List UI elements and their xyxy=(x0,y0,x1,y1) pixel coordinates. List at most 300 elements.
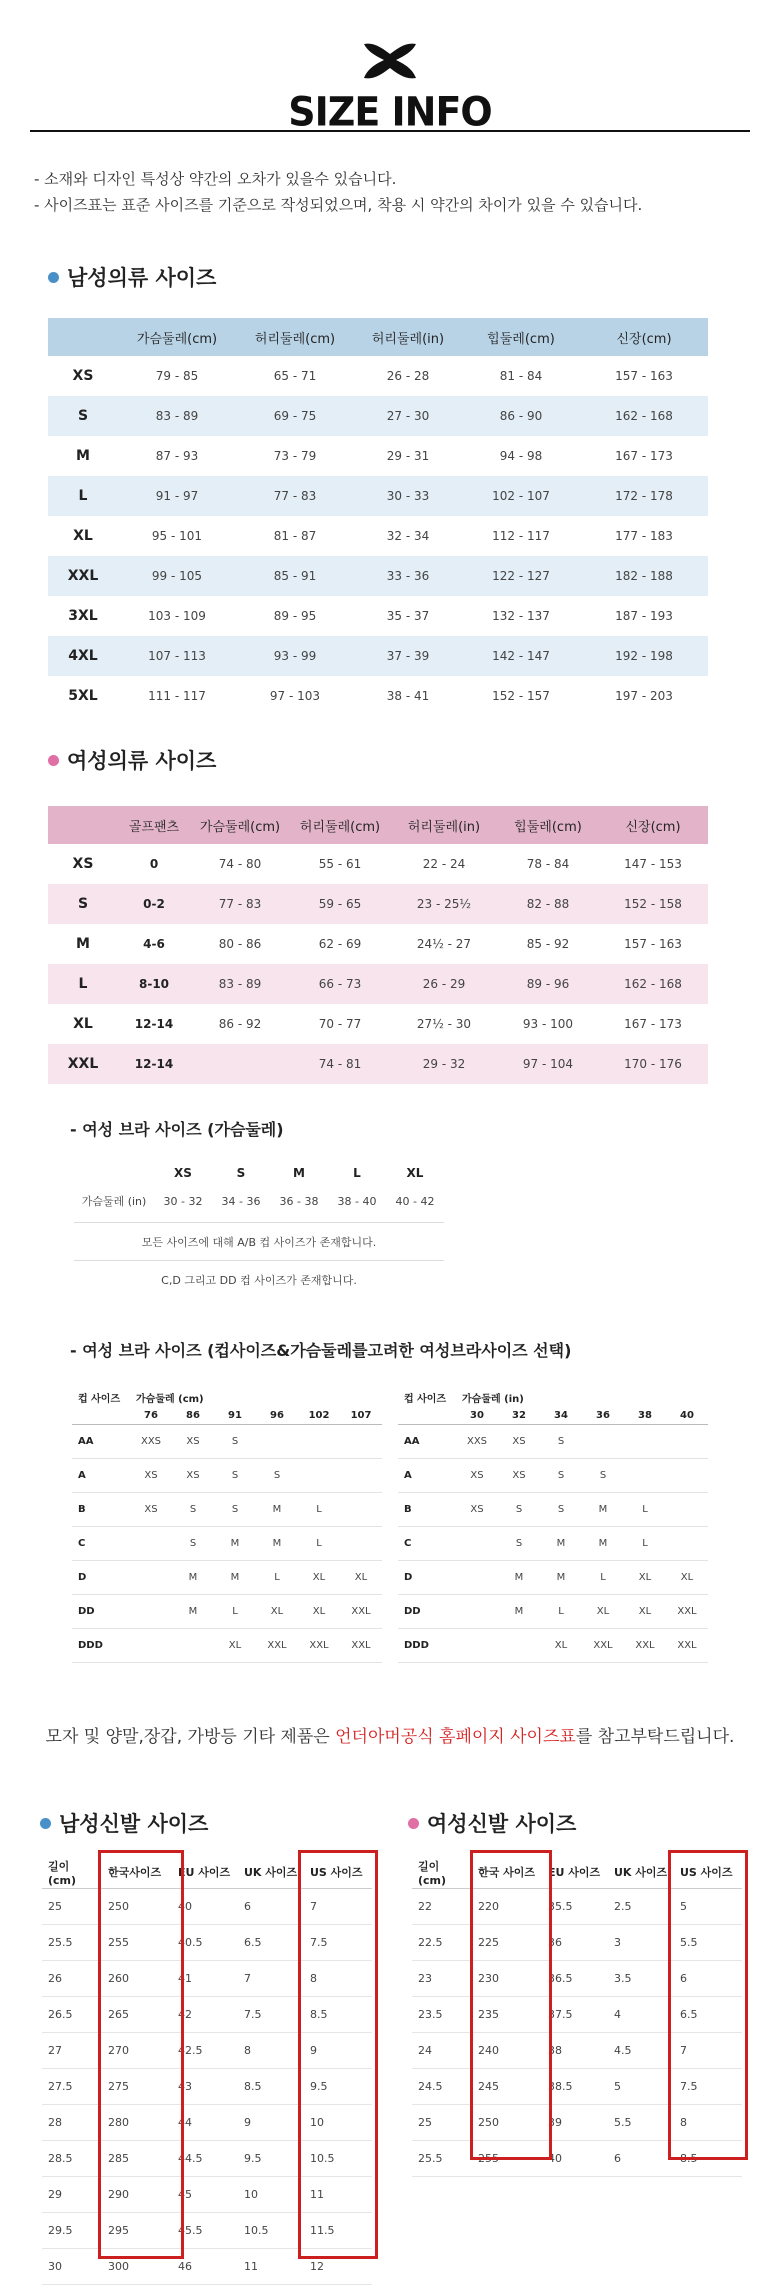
column-header: 길이 (cm) xyxy=(42,1856,102,1889)
table-cell: M xyxy=(214,1561,256,1595)
cup-label: D xyxy=(398,1561,456,1595)
table-cell: 29 - 32 xyxy=(390,1044,498,1084)
table-cell xyxy=(340,1459,382,1493)
table-cell: M xyxy=(498,1595,540,1629)
table-cell xyxy=(666,1425,708,1459)
table-cell: 89 - 95 xyxy=(273,609,317,623)
table-cell: 29 xyxy=(42,2177,102,2213)
table-cell: S xyxy=(256,1459,298,1493)
table-cell: 45 xyxy=(172,2177,238,2213)
table-cell: 23.5 xyxy=(412,1997,472,2033)
men-shoes-heading xyxy=(40,1808,208,1838)
table-cell: 95 - 101 xyxy=(151,529,203,543)
table-cell: XXL xyxy=(340,1595,382,1629)
table-cell: S xyxy=(172,1527,214,1561)
table-cell: 55 - 61 xyxy=(318,857,362,871)
band-value: 91 xyxy=(214,1406,256,1425)
table-row xyxy=(398,1561,708,1595)
table-cell: S xyxy=(214,1493,256,1527)
size-label: 3XL xyxy=(68,608,98,624)
column-header: 허리둘레(cm) xyxy=(236,318,354,356)
size-label: M xyxy=(76,936,90,952)
table-cell: 172 - 178 xyxy=(580,476,708,516)
table-cell: 2.5 xyxy=(608,1889,674,1925)
table-cell xyxy=(456,1561,498,1595)
table-cell: 42.5 xyxy=(172,2033,238,2069)
table-cell: 10.5 xyxy=(238,2213,304,2249)
table-row xyxy=(72,1493,382,1527)
band-value: 34 xyxy=(540,1406,582,1425)
table-cell xyxy=(130,1527,172,1561)
table-cell: 89 - 96 xyxy=(498,964,598,1004)
table-cell: 300 xyxy=(102,2249,172,2285)
table-cell: M xyxy=(498,1561,540,1595)
note-line-2: - 사이즈표는 표준 사이즈를 기준으로 작성되었으며, 착용 시 약간의 차이가 있을 수 있습니다. xyxy=(34,196,643,214)
table-cell: 7 xyxy=(304,1889,372,1925)
table-cell: 46 xyxy=(172,2249,238,2285)
cup-label: AA xyxy=(72,1425,130,1459)
table-row xyxy=(48,844,708,884)
table-cell: 270 xyxy=(102,2033,172,2069)
table-cell: 36 xyxy=(542,1925,608,1961)
table-cell: 38 xyxy=(542,2033,608,2069)
table-cell: 177 - 183 xyxy=(615,529,673,543)
table-cell: 275 xyxy=(102,2069,172,2105)
table-cell: L xyxy=(540,1595,582,1629)
cup-label: C xyxy=(72,1527,130,1561)
table-cell: 83 - 89 xyxy=(118,396,236,436)
band-value: 102 xyxy=(298,1406,340,1425)
band-value: 86 xyxy=(172,1406,214,1425)
table-cell: 93 - 99 xyxy=(236,636,354,676)
table-cell: 26.5 xyxy=(42,1997,102,2033)
table-row xyxy=(48,636,708,676)
table-cell: 152 - 158 xyxy=(598,884,708,924)
table-cell: 295 xyxy=(102,2213,172,2249)
table-cell: 94 - 98 xyxy=(499,449,543,463)
size-label: XL xyxy=(73,1016,93,1032)
table-row xyxy=(398,1459,708,1493)
table-cell: XL xyxy=(298,1595,340,1629)
table-cell: 28.5 xyxy=(42,2141,102,2177)
table-cell xyxy=(130,1561,172,1595)
table-cell: 27 - 30 xyxy=(354,396,462,436)
table-cell: XXL xyxy=(666,1629,708,1663)
table-cell: 8 xyxy=(304,1961,372,1997)
table-cell: 30 xyxy=(42,2249,102,2285)
table-cell: 81 - 84 xyxy=(499,369,543,383)
table-cell: XXS xyxy=(456,1425,498,1459)
table-cell: 62 - 69 xyxy=(318,937,362,951)
band-value: 76 xyxy=(130,1406,172,1425)
table-cell: XL xyxy=(582,1595,624,1629)
table-cell: 37 - 39 xyxy=(354,636,462,676)
table-cell: 187 - 193 xyxy=(615,609,673,623)
table-cell: XS xyxy=(456,1459,498,1493)
bullet-icon xyxy=(408,1818,419,1829)
men-clothing-title: 남성의류 사이즈 xyxy=(67,266,217,290)
cup-size-header: 컵 사이즈 xyxy=(404,1393,447,1405)
table-cell: 7 xyxy=(238,1961,304,1997)
men-clothing-heading xyxy=(48,262,216,292)
table-cell xyxy=(624,1425,666,1459)
table-row xyxy=(48,964,708,1004)
table-cell: M xyxy=(256,1527,298,1561)
table-cell: 8.5 xyxy=(304,1997,372,2033)
table-cell: 97 - 103 xyxy=(269,689,321,703)
cup-size-header: 컵 사이즈 xyxy=(78,1393,121,1405)
table-cell: 86 - 92 xyxy=(218,1017,262,1031)
band-header: 가슴둘레 (cm) xyxy=(136,1393,204,1405)
table-cell: S xyxy=(214,1425,256,1459)
column-header: 신장(cm) xyxy=(580,318,708,356)
table-cell: 107 - 113 xyxy=(118,636,236,676)
table-row xyxy=(48,1004,708,1044)
table-cell: L xyxy=(298,1527,340,1561)
table-cell: 38 - 41 xyxy=(386,689,430,703)
table-cell: M xyxy=(214,1527,256,1561)
table-cell: XXL xyxy=(256,1629,298,1663)
table-cell: 5 xyxy=(674,1889,742,1925)
table-cell: 11 xyxy=(304,2177,372,2213)
table-cell xyxy=(498,1629,540,1663)
table-cell: 80 - 86 xyxy=(218,937,262,951)
table-row xyxy=(72,1629,382,1663)
table-cell: 112 - 117 xyxy=(492,529,550,543)
men-clothing-table xyxy=(48,318,708,716)
table-cell: 6 xyxy=(674,1961,742,1997)
table-row xyxy=(48,884,708,924)
table-cell: XL xyxy=(214,1629,256,1663)
table-cell: 8 xyxy=(238,2033,304,2069)
bra-size-header: M xyxy=(293,1166,305,1180)
column-header: 허리둘레(in) xyxy=(354,318,462,356)
bra-size-header: XS xyxy=(174,1166,192,1180)
table-cell: 35.5 xyxy=(542,1889,608,1925)
table-cell: 0 xyxy=(149,857,159,871)
table-cell: 290 xyxy=(102,2177,172,2213)
table-cell xyxy=(582,1425,624,1459)
table-cell: 197 - 203 xyxy=(615,689,673,703)
table-cell: XXL xyxy=(298,1629,340,1663)
table-cell: 260 xyxy=(102,1961,172,1997)
brand-logo xyxy=(360,40,420,82)
table-cell xyxy=(298,1425,340,1459)
table-cell: 157 - 163 xyxy=(615,369,673,383)
table-cell: 59 - 65 xyxy=(290,884,390,924)
table-cell: M xyxy=(582,1527,624,1561)
table-cell: 83 - 89 xyxy=(190,964,290,1004)
table-cell: 102 - 107 xyxy=(462,476,580,516)
table-cell xyxy=(666,1493,708,1527)
notice-after: 를 참고부탁드립니다. xyxy=(575,1727,735,1747)
table-cell: 36 - 38 xyxy=(279,1194,319,1208)
table-row xyxy=(48,476,708,516)
band-value: 38 xyxy=(624,1406,666,1425)
size-label: XS xyxy=(72,368,94,384)
cup-label: D xyxy=(72,1561,130,1595)
table-cell: 73 - 79 xyxy=(273,449,317,463)
table-row xyxy=(48,556,708,596)
table-cell: 22 - 24 xyxy=(422,857,466,871)
table-cell: 70 - 77 xyxy=(318,1017,362,1031)
table-row xyxy=(48,596,708,636)
cup-label: DD xyxy=(398,1595,456,1629)
bra-cup-table-cm xyxy=(72,1388,382,1663)
table-cell: 40 xyxy=(172,1889,238,1925)
table-cell: L xyxy=(298,1493,340,1527)
table-cell: M xyxy=(540,1527,582,1561)
table-cell: XL xyxy=(256,1595,298,1629)
table-row xyxy=(398,1629,708,1663)
table-cell: 230 xyxy=(472,1961,542,1997)
table-cell: 0-2 xyxy=(118,884,190,924)
table-cell xyxy=(340,1425,382,1459)
women-clothing-heading xyxy=(48,745,216,775)
column-header: 가슴둘레(cm) xyxy=(118,318,236,356)
table-cell: 255 xyxy=(472,2141,542,2177)
bra-cup-table-in xyxy=(398,1388,708,1663)
table-cell: XXL xyxy=(624,1629,666,1663)
table-cell: S xyxy=(540,1425,582,1459)
table-cell: XS xyxy=(456,1493,498,1527)
table-cell: 30 - 33 xyxy=(354,476,462,516)
table-cell: 40 xyxy=(542,2141,608,2177)
table-cell: 8-10 xyxy=(118,964,190,1004)
table-row xyxy=(48,396,708,436)
bullet-icon xyxy=(48,755,59,766)
cup-label: A xyxy=(72,1459,130,1493)
cup-label: DDD xyxy=(72,1629,130,1663)
table-cell: 27½ - 30 xyxy=(416,1017,472,1031)
table-cell: XS xyxy=(172,1425,214,1459)
table-cell: 7.5 xyxy=(304,1925,372,1961)
table-cell: 27.5 xyxy=(42,2069,102,2105)
table-row xyxy=(72,1425,382,1459)
table-cell: 9 xyxy=(304,2033,372,2069)
table-cell: 85 - 91 xyxy=(236,556,354,596)
table-cell: S xyxy=(498,1493,540,1527)
table-row xyxy=(398,1493,708,1527)
table-cell: 147 - 153 xyxy=(624,857,682,871)
table-cell: 41 xyxy=(172,1961,238,1997)
table-cell: 5.5 xyxy=(674,1925,742,1961)
size-label: S xyxy=(48,396,118,436)
column-header: 길이 (cm) xyxy=(412,1856,472,1889)
table-cell: 10 xyxy=(238,2177,304,2213)
table-cell: 12-14 xyxy=(118,1044,190,1084)
size-label: 5XL xyxy=(68,688,98,704)
table-row xyxy=(48,436,708,476)
table-cell: 170 - 176 xyxy=(598,1044,708,1084)
table-cell: XS xyxy=(498,1459,540,1493)
divider xyxy=(74,1260,444,1261)
table-cell: 66 - 73 xyxy=(290,964,390,1004)
table-cell: 26 - 28 xyxy=(386,369,430,383)
table-cell: 132 - 137 xyxy=(492,609,550,623)
table-cell: 99 - 105 xyxy=(118,556,236,596)
table-cell: 157 - 163 xyxy=(624,937,682,951)
table-cell: XXL xyxy=(582,1629,624,1663)
notice-highlight: 언더아머공식 홈페이지 사이즈표 xyxy=(335,1727,576,1747)
table-cell: 86 - 90 xyxy=(462,396,580,436)
table-cell: L xyxy=(256,1561,298,1595)
table-cell: 4 xyxy=(608,1997,674,2033)
table-cell: 10.5 xyxy=(304,2141,372,2177)
table-cell: 12-14 xyxy=(134,1017,174,1031)
size-label: XL xyxy=(73,528,93,544)
table-cell xyxy=(340,1527,382,1561)
table-cell: XXL xyxy=(340,1629,382,1663)
size-label: L xyxy=(48,964,118,1004)
table-cell: 4-6 xyxy=(143,937,165,951)
note-line-1: - 소재와 디자인 특성상 약간의 오차가 있을수 있습니다. xyxy=(34,170,397,188)
table-cell: XL xyxy=(624,1561,666,1595)
table-cell: 38.5 xyxy=(542,2069,608,2105)
women-shoes-heading xyxy=(408,1808,576,1838)
table-cell: 24.5 xyxy=(412,2069,472,2105)
table-cell: 152 - 157 xyxy=(492,689,550,703)
table-cell: 26 xyxy=(42,1961,102,1997)
table-cell xyxy=(298,1459,340,1493)
column-header: 골프팬츠 xyxy=(118,806,190,844)
table-cell: 81 - 87 xyxy=(273,529,317,543)
cup-label: C xyxy=(398,1527,456,1561)
table-cell: 235 xyxy=(472,1997,542,2033)
table-cell: 78 - 84 xyxy=(526,857,570,871)
table-cell: 142 - 147 xyxy=(462,636,580,676)
column-header: US 사이즈 xyxy=(674,1856,742,1889)
table-cell: XS xyxy=(498,1425,540,1459)
title-divider xyxy=(30,130,750,132)
column-header xyxy=(48,318,118,356)
table-cell: 44 xyxy=(172,2105,238,2141)
column-header: 허리둘레(in) xyxy=(390,806,498,844)
table-cell: 5 xyxy=(608,2069,674,2105)
column-header: 신장(cm) xyxy=(598,806,708,844)
cup-label: A xyxy=(398,1459,456,1493)
table-cell xyxy=(666,1459,708,1493)
column-header: 힙둘레(cm) xyxy=(462,318,580,356)
table-cell xyxy=(130,1629,172,1663)
table-cell: 7.5 xyxy=(238,1997,304,2033)
column-header: 힙둘레(cm) xyxy=(498,806,598,844)
size-label: XXL xyxy=(48,556,118,596)
table-cell: 9.5 xyxy=(304,2069,372,2105)
table-cell: 111 - 117 xyxy=(148,689,206,703)
table-cell: XL xyxy=(298,1561,340,1595)
table-cell: 22.5 xyxy=(412,1925,472,1961)
table-cell: 40.5 xyxy=(172,1925,238,1961)
table-cell: 6.5 xyxy=(674,1997,742,2033)
table-cell: 45.5 xyxy=(172,2213,238,2249)
table-cell: XL xyxy=(340,1561,382,1595)
cup-label: DDD xyxy=(398,1629,456,1663)
table-cell: S xyxy=(498,1527,540,1561)
table-cell: XS xyxy=(130,1493,172,1527)
cup-label: B xyxy=(398,1493,456,1527)
table-cell: 91 - 97 xyxy=(118,476,236,516)
table-cell: S xyxy=(540,1493,582,1527)
table-cell: 7.5 xyxy=(674,2069,742,2105)
table-cell: 192 - 198 xyxy=(580,636,708,676)
table-cell xyxy=(172,1629,214,1663)
table-cell xyxy=(624,1459,666,1493)
table-cell: 12 xyxy=(304,2249,372,2285)
table-cell: 220 xyxy=(472,1889,542,1925)
column-header: US 사이즈 xyxy=(304,1856,372,1889)
table-cell: 24 xyxy=(412,2033,472,2069)
table-cell: 22 xyxy=(412,1889,472,1925)
table-cell: 34 - 36 xyxy=(221,1194,261,1208)
column-header: 허리둘레(cm) xyxy=(290,806,390,844)
table-cell: 285 xyxy=(102,2141,172,2177)
table-cell: 10 xyxy=(304,2105,372,2141)
table-cell: 8 xyxy=(674,2105,742,2141)
table-cell: 5.5 xyxy=(608,2105,674,2141)
table-cell: 85 - 92 xyxy=(526,937,570,951)
column-header: UK 사이즈 xyxy=(238,1856,304,1889)
size-label: L xyxy=(48,476,118,516)
table-cell: 39 xyxy=(542,2105,608,2141)
table-cell xyxy=(190,1044,290,1084)
table-cell: 280 xyxy=(102,2105,172,2141)
table-cell: 25.5 xyxy=(412,2141,472,2177)
table-cell: M xyxy=(256,1493,298,1527)
table-cell: 4.5 xyxy=(608,2033,674,2069)
table-cell: 77 - 83 xyxy=(190,884,290,924)
column-header xyxy=(48,806,118,844)
table-cell: S xyxy=(540,1459,582,1493)
table-cell xyxy=(666,1527,708,1561)
bra-note-2: C,D 그리고 DD 컵 사이즈가 존재합니다. xyxy=(161,1274,357,1287)
table-cell: 6.5 xyxy=(238,1925,304,1961)
table-cell: 23 xyxy=(412,1961,472,1997)
table-cell: 9 xyxy=(238,2105,304,2141)
women-shoes-title: 여성신발 사이즈 xyxy=(427,1812,577,1836)
table-header-row xyxy=(48,806,708,844)
table-cell: XL xyxy=(624,1595,666,1629)
bra-size-table xyxy=(74,1159,444,1215)
bra-note-1: 모든 사이즈에 대해 A/B 컵 사이즈가 존재합니다. xyxy=(141,1236,377,1249)
cup-label: DD xyxy=(72,1595,130,1629)
column-header: EU 사이즈 xyxy=(542,1856,608,1889)
table-cell: 103 - 109 xyxy=(148,609,206,623)
divider xyxy=(74,1222,444,1223)
table-cell: 35 - 37 xyxy=(386,609,430,623)
notice-text xyxy=(0,1722,780,1747)
table-cell: XL xyxy=(666,1561,708,1595)
cup-label: AA xyxy=(398,1425,456,1459)
table-cell xyxy=(456,1527,498,1561)
table-cell: XS xyxy=(172,1459,214,1493)
table-cell: 25 xyxy=(42,1889,102,1925)
men-shoes-title: 남성신발 사이즈 xyxy=(59,1812,209,1836)
table-cell: 74 - 81 xyxy=(290,1044,390,1084)
table-cell: 162 - 168 xyxy=(580,396,708,436)
table-cell: 26 - 29 xyxy=(390,964,498,1004)
table-cell: M xyxy=(540,1561,582,1595)
band-value: 96 xyxy=(256,1406,298,1425)
table-cell: 65 - 71 xyxy=(273,369,317,383)
table-cell: 40 - 42 xyxy=(395,1194,435,1208)
table-row xyxy=(398,1595,708,1629)
table-cell: 87 - 93 xyxy=(155,449,199,463)
table-row xyxy=(72,1459,382,1493)
size-label: XS xyxy=(72,856,94,872)
table-row xyxy=(48,676,708,716)
table-cell: M xyxy=(172,1595,214,1629)
